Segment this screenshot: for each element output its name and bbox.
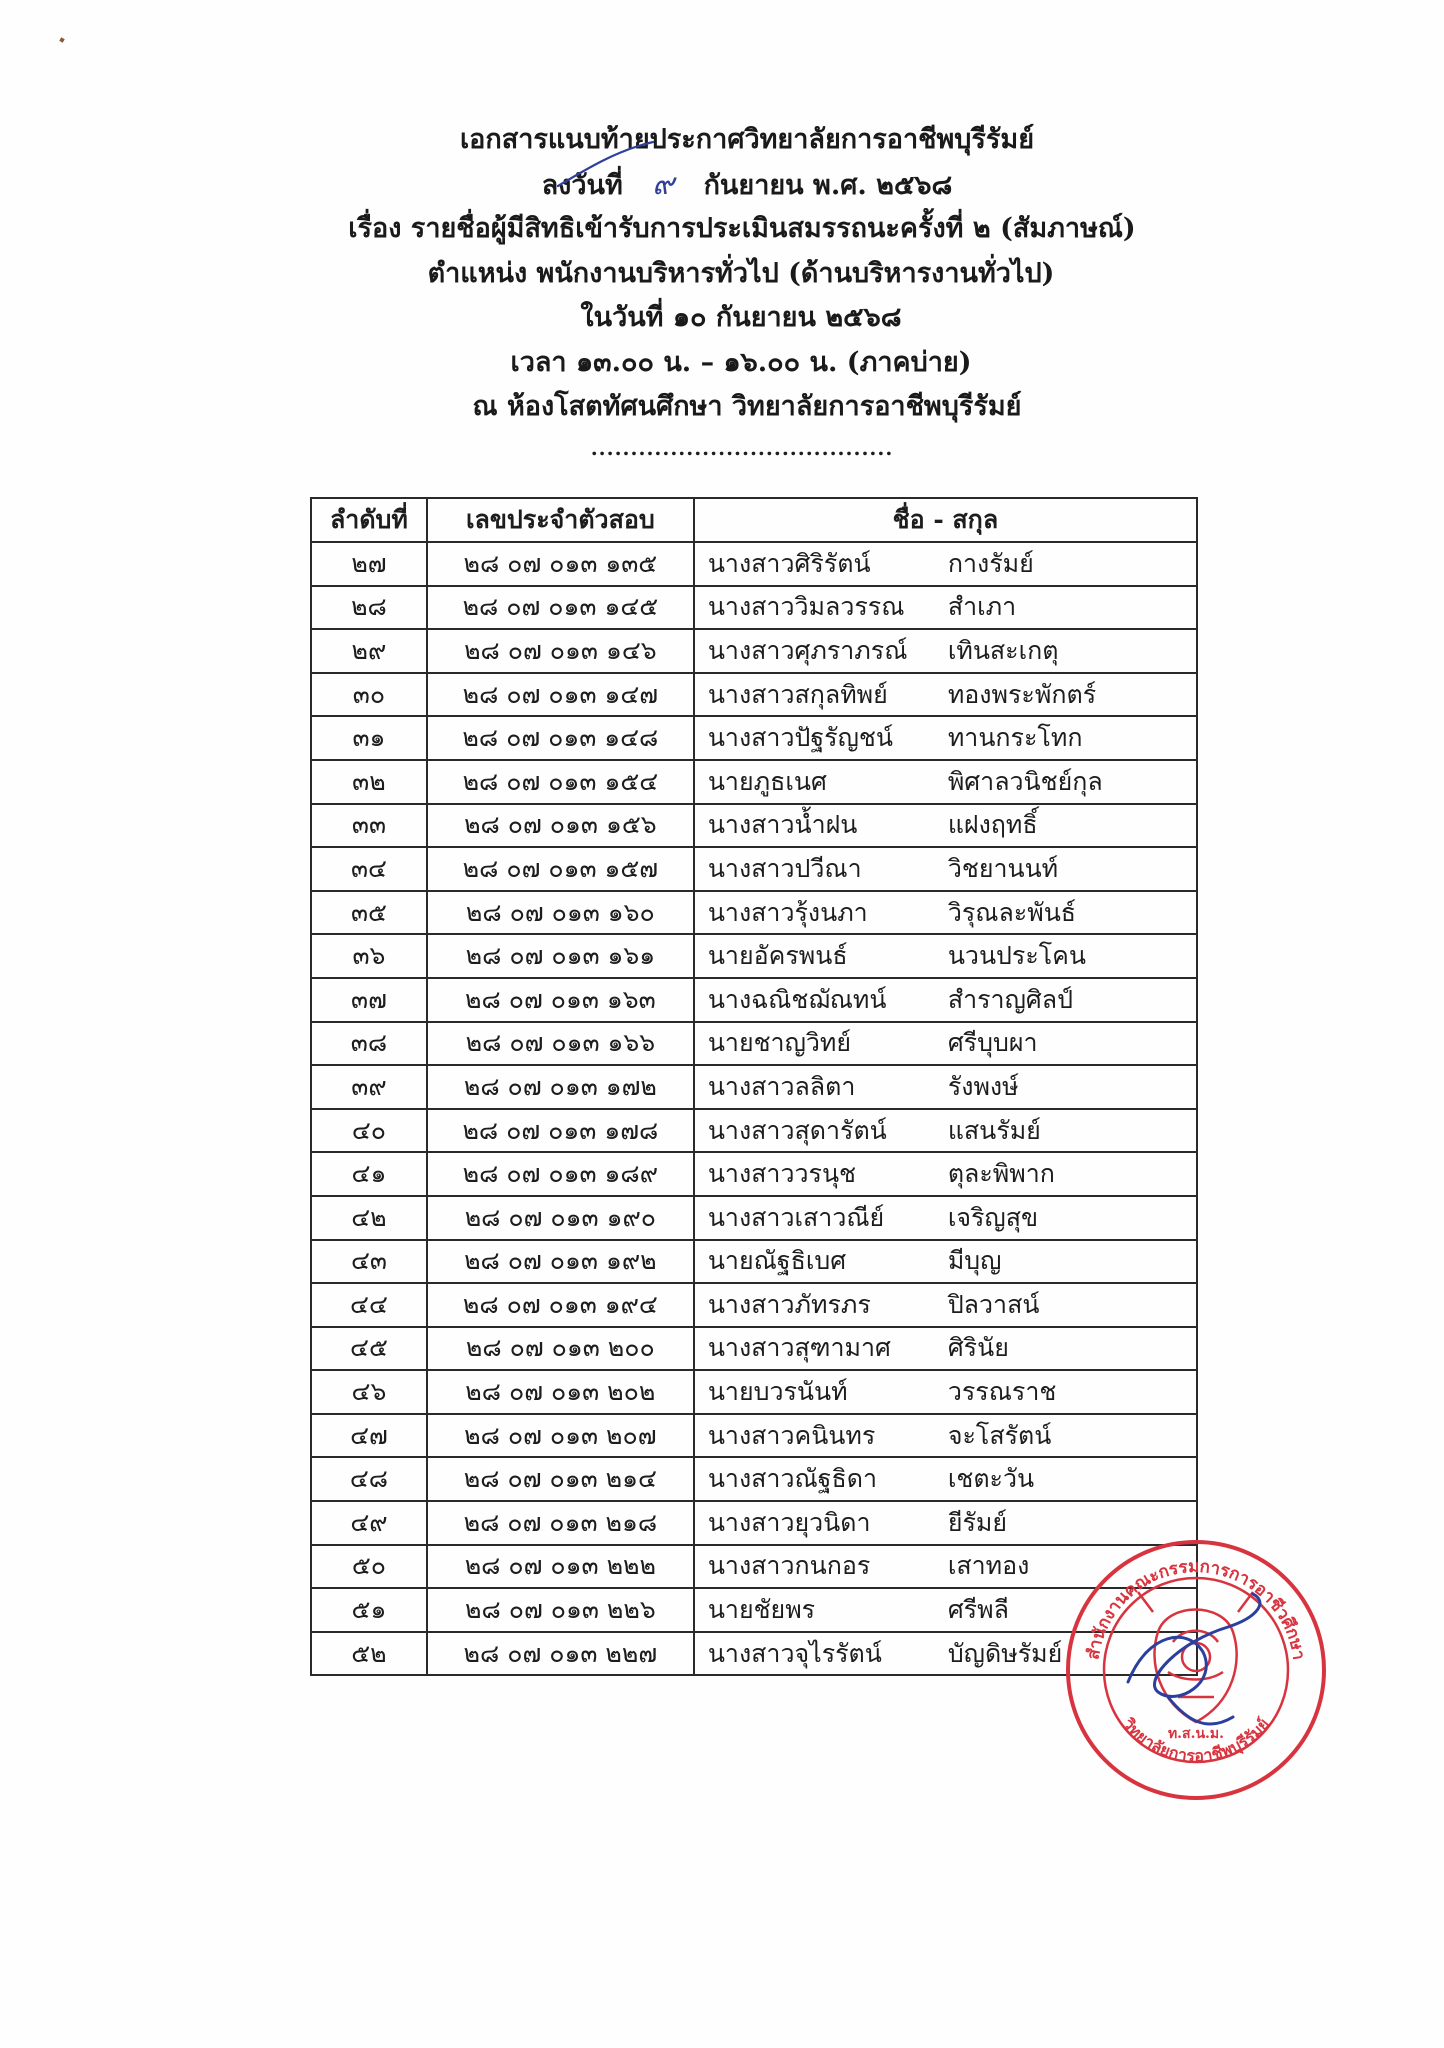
cell-name <box>694 1022 1197 1066</box>
cell-exam-id: ๒๘ ๐๗ ๐๑๓ ๒๐๒ <box>427 1370 694 1414</box>
last-name: ทานกระโทก <box>947 723 1083 753</box>
last-name: บัญดิษรัมย์ <box>947 1638 1063 1668</box>
first-name: นางสาวภัทรภร <box>707 1289 871 1319</box>
cell-order: ๓๒ <box>311 760 427 804</box>
first-name: นายบวรนันท์ <box>707 1377 848 1407</box>
cell-name <box>694 891 1197 935</box>
cell-order: ๒๘ <box>311 586 427 630</box>
first-name: นางสาวสกุลทิพย์ <box>707 679 888 709</box>
cell-order: ๓๐ <box>311 673 427 717</box>
cell-name <box>694 716 1197 760</box>
table-row <box>311 1370 1197 1414</box>
first-name: นางสาวเสาวณีย์ <box>707 1202 885 1232</box>
first-name: นางสาวปวีณา <box>707 853 862 883</box>
cell-order: ๔๗ <box>311 1414 427 1458</box>
header-exam-date: ในวันที่ ๑๐ กันยายน ๒๕๖๘ <box>580 302 902 333</box>
seal-abbreviation: ท.ส.น.ม. <box>1167 1726 1225 1742</box>
cell-order: ๔๒ <box>311 1196 427 1240</box>
last-name: ตุละพิพาก <box>947 1159 1055 1189</box>
table-row <box>311 891 1197 935</box>
table-row <box>311 934 1197 978</box>
first-name: นางสาวรุ้งนภา <box>707 897 868 927</box>
table-row <box>311 1327 1197 1371</box>
cell-order: ๔๙ <box>311 1501 427 1545</box>
cell-name <box>694 1457 1197 1501</box>
cell-order: ๓๙ <box>311 1065 427 1109</box>
table-row <box>311 586 1197 630</box>
first-name: นางสาวน้ำฝน <box>707 810 858 840</box>
header-title: เอกสารแนบท้ายประกาศวิทยาลัยการอาชีพบุรีรัมย์ <box>459 124 1035 155</box>
first-name: นางสาวคนินทร <box>707 1420 876 1450</box>
seal-outer-text: สำนักงานคณะกรรมการการอาชีวศึกษา <box>1083 1556 1309 1662</box>
cell-name <box>694 629 1197 673</box>
first-name: นายณัฐธิเบศ <box>707 1246 847 1276</box>
last-name: จะโสรัตน์ <box>947 1420 1052 1450</box>
signature-stroke <box>1128 1594 1260 1724</box>
last-name: เจริญสุข <box>947 1202 1039 1232</box>
table-row <box>311 1457 1197 1501</box>
cell-name <box>694 847 1197 891</box>
cell-order: ๔๐ <box>311 1109 427 1153</box>
header-date-rest: กันยายน พ.ศ. ๒๕๖๘ <box>703 169 953 201</box>
last-name: วิรุณละพันธ์ <box>947 897 1077 927</box>
cell-name <box>694 804 1197 848</box>
cell-name <box>694 673 1197 717</box>
last-name: ศรีพลี <box>947 1595 1009 1625</box>
header-position: ตำแหน่ง พนักงานบริหารทั่วไป (ด้านบริหารงานทั่วไป) <box>427 257 1055 289</box>
cell-order: ๓๕ <box>311 891 427 935</box>
cell-order: ๔๓ <box>311 1240 427 1284</box>
cell-name <box>694 1240 1197 1284</box>
cell-exam-id: ๒๘ ๐๗ ๐๑๓ ๒๐๗ <box>427 1414 694 1458</box>
last-name: แสนรัมย์ <box>947 1115 1041 1145</box>
table-header-row <box>311 498 1197 542</box>
column-header-order: ลำดับที่ <box>311 498 427 542</box>
scan-speck <box>59 37 64 42</box>
table-row <box>311 1022 1197 1066</box>
first-name: นางสาวสุฑามาศ <box>707 1333 891 1363</box>
table-row <box>311 1152 1197 1196</box>
last-name: รังพงษ์ <box>947 1071 1019 1101</box>
first-name: นางสาวลลิตา <box>707 1071 856 1101</box>
header-date-prefix: ลงวันที่ <box>541 169 623 201</box>
first-name: นางสาวศิริรัตน์ <box>707 548 871 578</box>
cell-name <box>694 1109 1197 1153</box>
cell-exam-id: ๒๘ ๐๗ ๐๑๓ ๑๖๐ <box>427 891 694 935</box>
cell-name <box>694 1327 1197 1371</box>
table-row <box>311 629 1197 673</box>
cell-order: ๓๗ <box>311 978 427 1022</box>
table-row <box>311 542 1197 586</box>
first-name: นางสาวสุดารัตน์ <box>707 1115 887 1145</box>
first-name: นางสาวปัฐรัญชน์ <box>707 723 893 753</box>
last-name: เชตะวัน <box>947 1464 1035 1494</box>
table-row <box>311 1414 1197 1458</box>
cell-exam-id: ๒๘ ๐๗ ๐๑๓ ๑๗๘ <box>427 1109 694 1153</box>
header-date <box>0 163 1444 208</box>
cell-name <box>694 978 1197 1022</box>
cell-exam-id: ๒๘ ๐๗ ๐๑๓ ๑๔๖ <box>427 629 694 673</box>
candidate-table <box>310 497 1198 1676</box>
cell-exam-id: ๒๘ ๐๗ ๐๑๓ ๑๔๘ <box>427 716 694 760</box>
cell-order: ๓๔ <box>311 847 427 891</box>
cell-exam-id: ๒๘ ๐๗ ๐๑๓ ๑๖๖ <box>427 1022 694 1066</box>
cell-order: ๔๕ <box>311 1327 427 1371</box>
cell-order: ๕๑ <box>311 1588 427 1632</box>
header-subject: เรื่อง รายชื่อผู้มีสิทธิเข้ารับการประเมินสมรรถนะครั้งที่ ๒ (สัมภาษณ์) <box>348 213 1136 244</box>
cell-name <box>694 1152 1197 1196</box>
last-name: ทองพระพักตร์ <box>947 679 1097 709</box>
last-name: ยีรัมย์ <box>947 1507 1008 1537</box>
cell-exam-id: ๒๘ ๐๗ ๐๑๓ ๒๑๔ <box>427 1457 694 1501</box>
last-name: นวนประโคน <box>947 941 1086 971</box>
cell-name <box>694 760 1197 804</box>
last-name: ปิลวาสน์ <box>947 1289 1040 1319</box>
cell-order: ๓๖ <box>311 934 427 978</box>
last-name: เทินสะเกตุ <box>947 635 1059 665</box>
cell-order: ๒๗ <box>311 542 427 586</box>
table-row <box>311 1283 1197 1327</box>
first-name: นางสาวศุภราภรณ์ <box>707 635 908 665</box>
separator-dots: ...................................... <box>590 436 894 460</box>
cell-exam-id: ๒๘ ๐๗ ๐๑๓ ๒๒๗ <box>427 1632 694 1676</box>
cell-exam-id: ๒๘ ๐๗ ๐๑๓ ๑๖๑ <box>427 934 694 978</box>
last-name: พิศาลวนิชย์กุล <box>947 766 1103 796</box>
handwritten-stroke <box>548 138 658 198</box>
last-name: วรรณราช <box>947 1377 1057 1407</box>
cell-exam-id: ๒๘ ๐๗ ๐๑๓ ๑๙๒ <box>427 1240 694 1284</box>
table-row <box>311 760 1197 804</box>
last-name: เสาทอง <box>947 1551 1030 1581</box>
document-header <box>0 118 1444 430</box>
last-name: ศรีบุบผา <box>947 1028 1038 1058</box>
seal-emblem <box>1138 1592 1253 1722</box>
cell-name <box>694 1196 1197 1240</box>
table-body <box>311 542 1197 1675</box>
table-row <box>311 978 1197 1022</box>
seal-bottom-text: วิทยาลัยการอาชีพบุรีรัมย์ <box>1118 1714 1274 1766</box>
first-name: นายอัครพนธ์ <box>707 941 848 971</box>
cell-exam-id: ๒๘ ๐๗ ๐๑๓ ๑๕๖ <box>427 804 694 848</box>
last-name: ศิรินัย <box>947 1333 1009 1363</box>
last-name: วิชยานนท์ <box>947 853 1059 883</box>
table-row <box>311 804 1197 848</box>
cell-exam-id: ๒๘ ๐๗ ๐๑๓ ๒๒๖ <box>427 1588 694 1632</box>
cell-exam-id: ๒๘ ๐๗ ๐๑๓ ๑๙๔ <box>427 1283 694 1327</box>
table-row <box>311 847 1197 891</box>
cell-order: ๔๖ <box>311 1370 427 1414</box>
cell-exam-id: ๒๘ ๐๗ ๐๑๓ ๑๕๔ <box>427 760 694 804</box>
cell-name <box>694 1283 1197 1327</box>
first-name: นายชัยพร <box>707 1595 816 1625</box>
cell-exam-id: ๒๘ ๐๗ ๐๑๓ ๑๘๙ <box>427 1152 694 1196</box>
last-name: สำเภา <box>947 592 1017 622</box>
cell-exam-id: ๒๘ ๐๗ ๐๑๓ ๑๖๓ <box>427 978 694 1022</box>
cell-name <box>694 1370 1197 1414</box>
cell-exam-id: ๒๘ ๐๗ ๐๑๓ ๑๓๕ <box>427 542 694 586</box>
cell-name <box>694 934 1197 978</box>
cell-exam-id: ๒๘ ๐๗ ๐๑๓ ๑๔๗ <box>427 673 694 717</box>
header-exam-time: เวลา ๑๓.๐๐ น. – ๑๖.๐๐ น. (ภาคบ่าย) <box>510 346 972 378</box>
cell-name <box>694 586 1197 630</box>
cell-order: ๓๓ <box>311 804 427 848</box>
last-name: สำราญศิลป์ <box>947 984 1073 1014</box>
cell-order: ๓๘ <box>311 1022 427 1066</box>
cell-order: ๕๒ <box>311 1632 427 1676</box>
cell-exam-id: ๒๘ ๐๗ ๐๑๓ ๑๙๐ <box>427 1196 694 1240</box>
first-name: นายชาญวิทย์ <box>707 1028 852 1058</box>
first-name: นางฉณิชฌัณทน์ <box>707 984 887 1014</box>
cell-exam-id: ๒๘ ๐๗ ๐๑๓ ๑๔๕ <box>427 586 694 630</box>
first-name: นางสาววิมลวรรณ <box>707 592 905 622</box>
official-seal <box>1058 1532 1334 1808</box>
cell-exam-id: ๒๘ ๐๗ ๐๑๓ ๑๗๒ <box>427 1065 694 1109</box>
cell-order: ๕๐ <box>311 1545 427 1589</box>
cell-exam-id: ๒๘ ๐๗ ๐๑๓ ๒๐๐ <box>427 1327 694 1371</box>
first-name: นางสาวกนกอร <box>707 1551 871 1581</box>
last-name: กางรัมย์ <box>947 548 1034 578</box>
last-name: แฝงฤทธิ์ <box>947 810 1038 840</box>
cell-order: ๔๘ <box>311 1457 427 1501</box>
table-row <box>311 1065 1197 1109</box>
column-header-name: ชื่อ - สกุล <box>694 498 1197 542</box>
first-name: นางสาวจุไรรัตน์ <box>707 1638 882 1668</box>
table-row <box>311 1196 1197 1240</box>
cell-order: ๓๑ <box>311 716 427 760</box>
column-header-exam-id: เลขประจำตัวสอบ <box>427 498 694 542</box>
cell-name <box>694 1414 1197 1458</box>
cell-name <box>694 1065 1197 1109</box>
cell-order: ๔๔ <box>311 1283 427 1327</box>
last-name: มีบุญ <box>947 1246 1002 1276</box>
first-name: นางสาววรนุช <box>707 1159 857 1189</box>
cell-exam-id: ๒๘ ๐๗ ๐๑๓ ๑๕๗ <box>427 847 694 891</box>
table-row <box>311 673 1197 717</box>
table-row <box>311 1240 1197 1284</box>
first-name: นายภูธเนศ <box>707 766 827 796</box>
cell-name <box>694 542 1197 586</box>
table-row <box>311 1109 1197 1153</box>
first-name: นางสาวณัฐธิดา <box>707 1464 878 1494</box>
cell-exam-id: ๒๘ ๐๗ ๐๑๓ ๒๑๘ <box>427 1501 694 1545</box>
first-name: นางสาวยุวนิดา <box>707 1507 871 1537</box>
cell-exam-id: ๒๘ ๐๗ ๐๑๓ ๒๒๒ <box>427 1545 694 1589</box>
table-row <box>311 716 1197 760</box>
cell-order: ๒๙ <box>311 629 427 673</box>
header-exam-venue: ณ ห้องโสตทัศนศึกษา วิทยาลัยการอาชีพบุรีรัมย์ <box>472 391 1022 422</box>
cell-order: ๔๑ <box>311 1152 427 1196</box>
header-date-day: ๙ <box>652 166 675 202</box>
